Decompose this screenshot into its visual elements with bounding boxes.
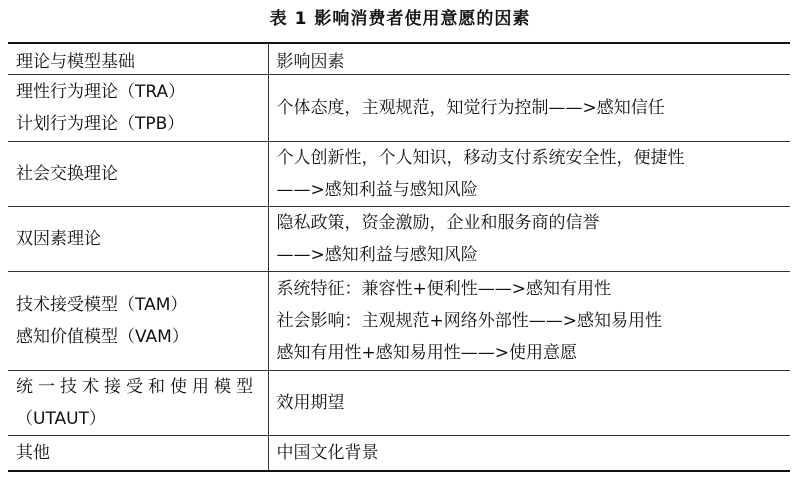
theory-cell (8, 142, 268, 207)
factors-cell (268, 142, 790, 207)
factor-line: 社会影响：主观规范+网络外部性——>感知易用性 (276, 311, 662, 331)
table-row (8, 75, 790, 142)
theory-cell (8, 436, 268, 472)
theory-line: （UTAUT） (16, 409, 106, 429)
table-caption: 表 1 影响消费者使用意愿的因素 (269, 9, 531, 29)
table-header-row (8, 43, 790, 75)
factor-line: 中国文化背景 (276, 443, 379, 463)
theory-line: 统一技术接受和使用模型 (16, 377, 258, 397)
theory-cell (8, 371, 268, 436)
table-row (8, 142, 790, 207)
factors-table (8, 42, 790, 472)
theory-cell (8, 75, 268, 142)
factors-cell (268, 75, 790, 142)
factors-cell (268, 371, 790, 436)
factors-cell (268, 436, 790, 472)
factor-line: ——>感知利益与感知风险 (276, 180, 478, 200)
table-row (8, 207, 790, 272)
header-theory: 理论与模型基础 (8, 43, 268, 75)
theory-line: 社会交换理论 (16, 164, 118, 184)
factor-line: ——>感知利益与感知风险 (276, 245, 478, 265)
factors-cell (268, 272, 790, 371)
theory-line: 双因素理论 (16, 229, 101, 249)
factor-line: 个体态度，主观规范，知觉行为控制——>感知信任 (276, 98, 665, 118)
theory-line: 技术接受模型（TAM） (16, 295, 188, 315)
theory-line: 感知价值模型（VAM） (16, 327, 189, 347)
table-row (8, 272, 790, 371)
factor-line: 效用期望 (276, 393, 345, 413)
header-factors: 影响因素 (268, 43, 790, 75)
theory-cell (8, 272, 268, 371)
theory-line: 理性行为理论（TRA） (16, 82, 186, 102)
factor-line: 个人创新性，个人知识，移动支付系统安全性，便捷性 (276, 148, 685, 168)
theory-line: 计划行为理论（TPB） (16, 114, 185, 134)
theory-line: 其他 (16, 443, 50, 463)
factor-line: 系统特征：兼容性+便利性——>感知有用性 (276, 279, 611, 299)
factor-line: 感知有用性+感知易用性——>使用意愿 (276, 343, 577, 363)
theory-cell (8, 207, 268, 272)
factor-line: 隐私政策，资金激励，企业和服务商的信誉 (276, 213, 600, 233)
table-row (8, 371, 790, 436)
factors-cell (268, 207, 790, 272)
table-row (8, 436, 790, 472)
